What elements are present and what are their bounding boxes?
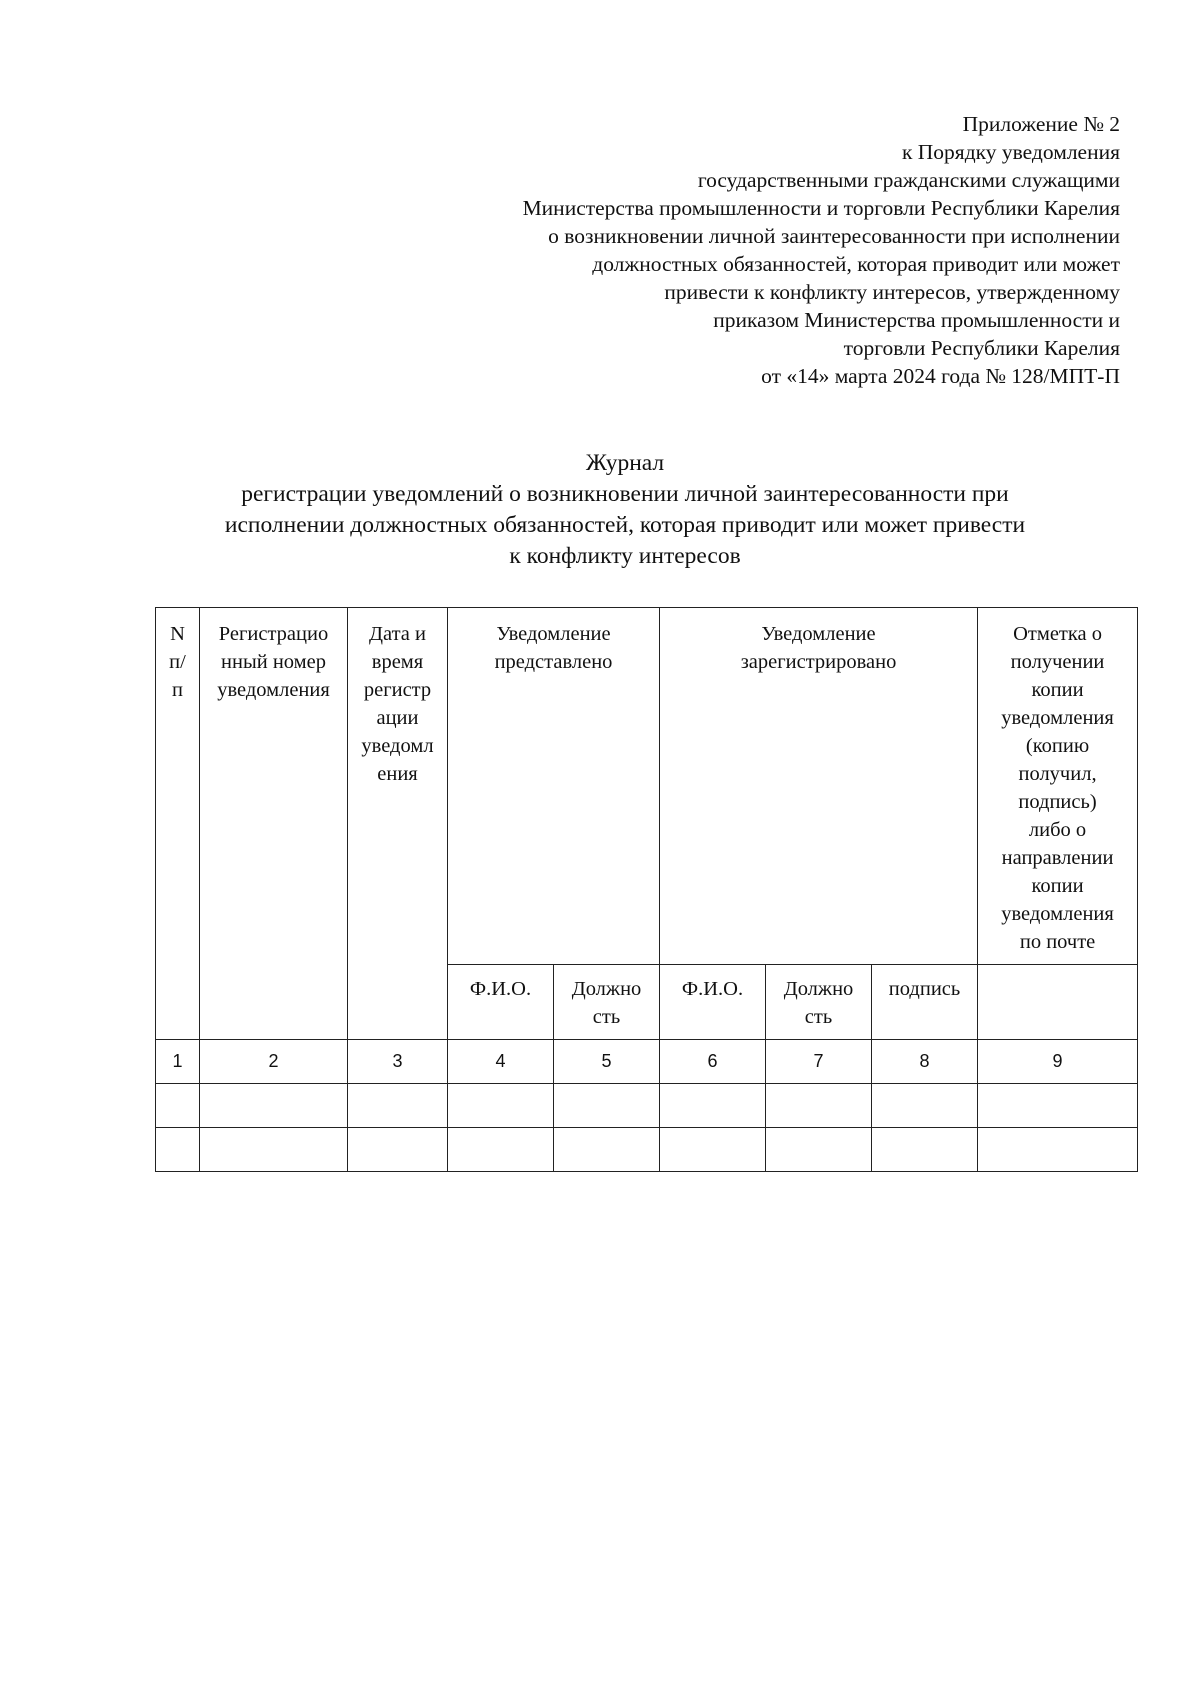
- table-cell: [766, 1084, 872, 1128]
- header-notification-registered: [660, 608, 978, 965]
- cell-text-line: N: [170, 623, 185, 645]
- cell-text-line: Должно: [571, 978, 642, 1000]
- appendix-line: приказом Министерства промышленности и: [713, 308, 1120, 332]
- cell-text-line: получении: [1010, 651, 1105, 673]
- cell-text-line: время: [371, 651, 424, 673]
- subheader-fio-registered: Ф.И.О.: [660, 965, 766, 1040]
- column-number: 3: [348, 1040, 448, 1084]
- column-number: 6: [660, 1040, 766, 1084]
- appendix-line: о возникновении личной заинтересованности при исполнении: [548, 224, 1120, 248]
- table-cell: [200, 1084, 348, 1128]
- column-number-row: [156, 1040, 1138, 1084]
- cell-text-line: сть: [592, 1006, 621, 1028]
- table-cell: [200, 1128, 348, 1172]
- table-cell: [554, 1084, 660, 1128]
- cell-text-line: копии: [1031, 875, 1084, 897]
- table-cell: [348, 1128, 448, 1172]
- table-row: [156, 1084, 1138, 1128]
- cell-text-line: нный номер: [221, 651, 326, 673]
- cell-text-line: Должно: [783, 978, 854, 1000]
- column-number: 5: [554, 1040, 660, 1084]
- appendix-line: к Порядку уведомления: [901, 140, 1120, 164]
- table-cell: [448, 1128, 554, 1172]
- title-line: к конфликту интересов: [509, 543, 741, 569]
- cell-text-line: регистр: [363, 679, 432, 701]
- column-number: 8: [872, 1040, 978, 1084]
- subheader-signature: подпись: [872, 965, 978, 1040]
- appendix-line: от «14» марта 2024 года № 128/МПТ-П: [761, 364, 1120, 388]
- cell-text-line: ения: [377, 763, 418, 785]
- appendix-line: Приложение № 2: [962, 112, 1120, 136]
- cell-text-line: получил,: [1018, 763, 1097, 785]
- column-number: 7: [766, 1040, 872, 1084]
- appendix-line: торговли Республики Карелия: [843, 336, 1120, 360]
- subheader-position-registered: [766, 965, 872, 1040]
- column-number: 4: [448, 1040, 554, 1084]
- table-cell: [448, 1084, 554, 1128]
- table-cell: [978, 1128, 1138, 1172]
- cell-text-line: уведомления: [1001, 903, 1114, 925]
- cell-text-line: представлено: [494, 651, 613, 673]
- header-registration-number: [200, 608, 348, 1040]
- appendix-block: [400, 110, 1120, 390]
- document-title: [120, 448, 1130, 572]
- title-line: Журнал: [585, 450, 665, 476]
- cell-text-line: копии: [1031, 679, 1084, 701]
- cell-text-line: подпись): [1018, 791, 1097, 813]
- cell-text-line: сть: [804, 1006, 833, 1028]
- title-line: регистрации уведомлений о возникновении личной заинтересованности при: [241, 481, 1009, 507]
- appendix-line: государственными гражданскими служащими: [697, 168, 1120, 192]
- appendix-line: должностных обязанностей, которая приводит или может: [592, 252, 1120, 276]
- column-number: 2: [200, 1040, 348, 1084]
- cell-text-line: (копию: [1025, 735, 1090, 757]
- table-cell: [872, 1128, 978, 1172]
- table-cell: [348, 1084, 448, 1128]
- table-cell: [872, 1084, 978, 1128]
- subheader-position-presented: [554, 965, 660, 1040]
- table-cell: [156, 1128, 200, 1172]
- cell-text-line: Дата и: [369, 623, 426, 645]
- table-cell: [156, 1084, 200, 1128]
- appendix-line: привести к конфликту интересов, утвержденному: [664, 280, 1120, 304]
- cell-text-line: п: [172, 679, 183, 701]
- table-cell: [766, 1128, 872, 1172]
- table-cell: [660, 1084, 766, 1128]
- cell-text-line: уведомления: [1001, 707, 1114, 729]
- table-cell: [554, 1128, 660, 1172]
- cell-text-line: по почте: [1019, 931, 1096, 953]
- cell-text-line: уведомл: [361, 735, 434, 757]
- header-datetime: [348, 608, 448, 1040]
- header-notification-presented: [448, 608, 660, 965]
- cell-text-line: Отметка о: [1013, 623, 1102, 645]
- table-cell: [660, 1128, 766, 1172]
- journal-table: [155, 607, 1138, 1172]
- appendix-line: Министерства промышленности и торговли Республики Карелия: [522, 196, 1120, 220]
- cell-text-line: уведомления: [217, 679, 330, 701]
- column-number: 1: [156, 1040, 200, 1084]
- cell-text-line: направлении: [1001, 847, 1114, 869]
- header-number: [156, 608, 200, 1040]
- cell-text-line: либо о: [1028, 819, 1087, 841]
- cell-text-line: ации: [376, 707, 419, 729]
- column-number: 9: [978, 1040, 1138, 1084]
- cell-text-line: п/: [169, 651, 186, 673]
- cell-text-line: зарегистрировано: [740, 651, 897, 673]
- cell-text-line: Регистрацио: [218, 623, 329, 645]
- subheader-fio-presented: Ф.И.О.: [448, 965, 554, 1040]
- table-cell: [978, 1084, 1138, 1128]
- cell-text-line: Уведомление: [496, 623, 611, 645]
- table-row: [156, 1128, 1138, 1172]
- subheader-empty-cell: [978, 965, 1138, 1040]
- header-copy-received-mark: [978, 608, 1138, 965]
- cell-text-line: Уведомление: [761, 623, 876, 645]
- table-header-row: [156, 608, 1138, 965]
- title-line: исполнении должностных обязанностей, которая приводит или может привести: [224, 512, 1026, 538]
